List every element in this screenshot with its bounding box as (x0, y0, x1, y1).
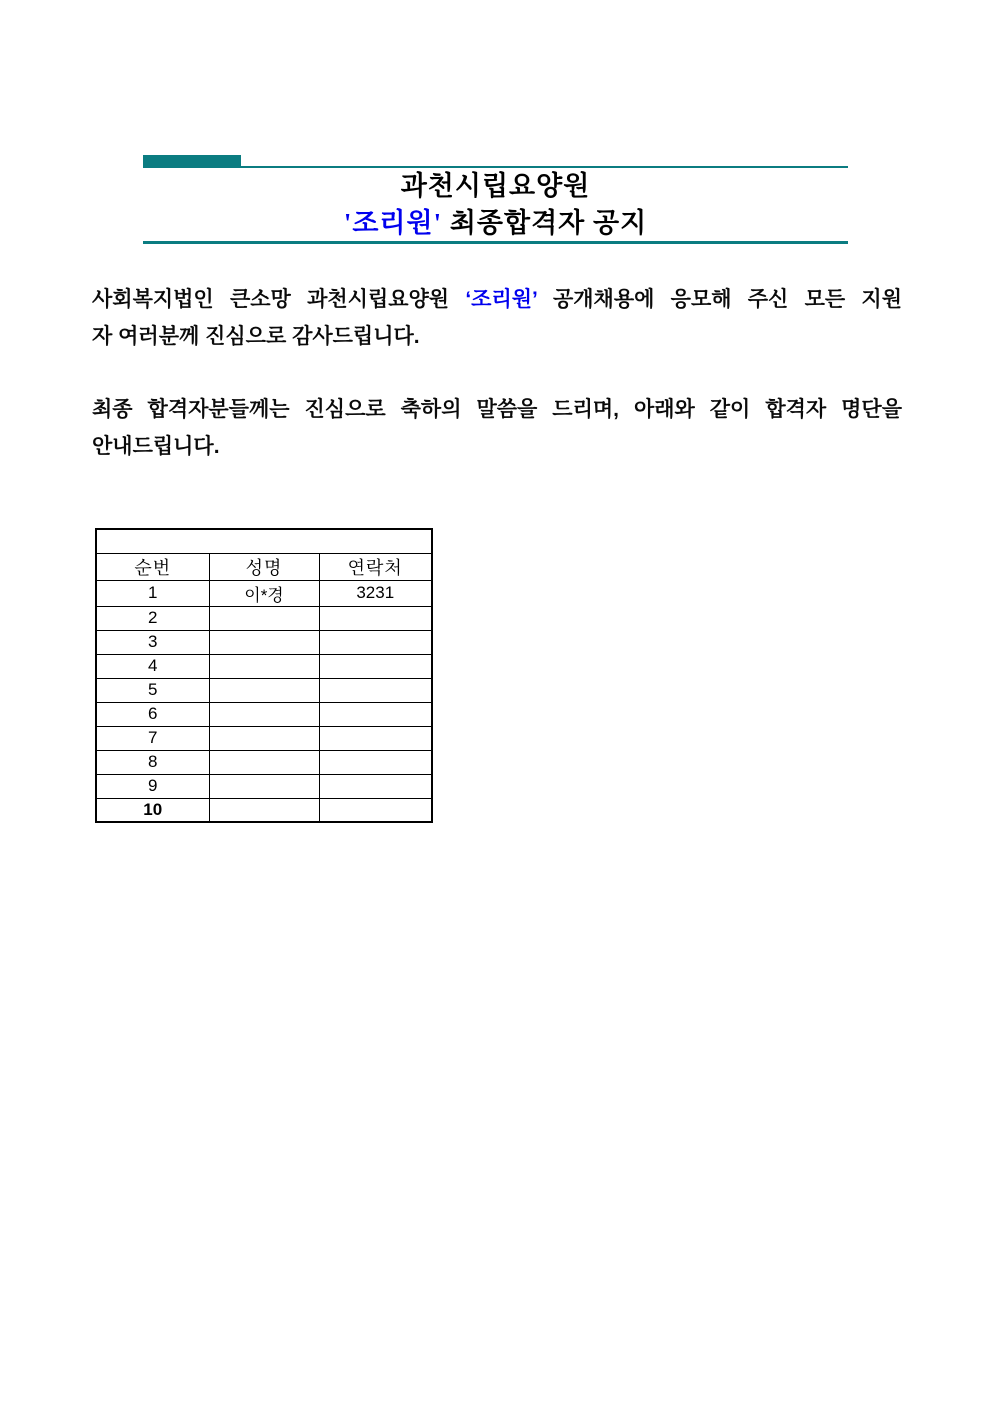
header-top-rule (143, 166, 848, 168)
table-row (96, 702, 432, 726)
table-row (96, 580, 432, 606)
table-row (96, 630, 432, 654)
cell-number: 7 (96, 726, 209, 750)
p1-quoted-term: ‘조리원’ (465, 288, 538, 311)
cell-number: 1 (96, 580, 209, 606)
cell-number: 9 (96, 774, 209, 798)
table-row (96, 606, 432, 630)
cell-name (209, 606, 319, 630)
table-header-row (96, 553, 432, 580)
document-subtitle (143, 206, 848, 240)
column-header-name: 성명 (209, 553, 319, 580)
cell-contact (319, 726, 432, 750)
cell-number: 10 (96, 798, 209, 822)
empty-merged-cell (96, 529, 432, 553)
cell-name (209, 726, 319, 750)
cell-contact (319, 678, 432, 702)
column-header-contact: 연락처 (319, 553, 432, 580)
cell-number: 8 (96, 750, 209, 774)
cell-name (209, 702, 319, 726)
table-row (96, 726, 432, 750)
paragraph-congrats-line1: 최종 합격자분들께는 진심으로 축하의 말씀을 드리며, 아래와 같이 합격자 명단을 (92, 398, 902, 421)
paragraph-thanks (92, 281, 902, 355)
cell-contact (319, 654, 432, 678)
cell-name (209, 630, 319, 654)
body-text-block (92, 281, 902, 465)
cell-name (209, 798, 319, 822)
cell-name (209, 774, 319, 798)
column-header-number: 순번 (96, 553, 209, 580)
cell-number: 6 (96, 702, 209, 726)
cell-number: 5 (96, 678, 209, 702)
table-row (96, 654, 432, 678)
cell-name (209, 654, 319, 678)
cell-contact (319, 774, 432, 798)
cell-number: 4 (96, 654, 209, 678)
p1-segment-after: 공개채용에 응모해 주신 모든 지원 (537, 288, 902, 311)
cell-name: 이*경 (209, 580, 319, 606)
paragraph-thanks-line2: 자 여러분께 진심으로 감사드립니다. (92, 325, 420, 348)
cell-contact: 3231 (319, 580, 432, 606)
table-row (96, 678, 432, 702)
header-bottom-rule (143, 241, 848, 244)
table-row (96, 774, 432, 798)
cell-contact (319, 630, 432, 654)
p1-segment-before: 사회복지법인 큰소망 과천시립요양원 (92, 288, 466, 311)
table-empty-top-row (96, 529, 432, 553)
table-row (96, 750, 432, 774)
cell-number: 2 (96, 606, 209, 630)
cell-number: 3 (96, 630, 209, 654)
cell-contact (319, 606, 432, 630)
cell-contact (319, 702, 432, 726)
cell-name (209, 750, 319, 774)
paragraph-congrats (92, 391, 902, 465)
cell-name (209, 678, 319, 702)
table-row (96, 798, 432, 822)
paragraph-congrats-line2: 안내드립니다. (92, 435, 220, 458)
subtitle-quoted-term: '조리원' (343, 208, 443, 238)
paragraph-thanks-line1 (92, 281, 902, 318)
subtitle-rest-text: 최종합격자 공지 (442, 208, 648, 238)
cell-contact (319, 798, 432, 822)
candidates-table (95, 528, 433, 823)
cell-contact (319, 750, 432, 774)
candidates-table-body (96, 529, 432, 822)
document-title: 과천시립요양원 (400, 171, 591, 201)
